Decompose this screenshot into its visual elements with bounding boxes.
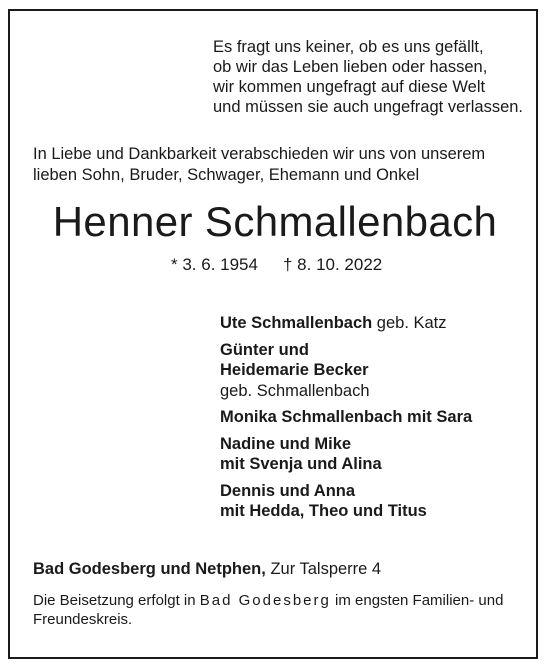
family-name-suffix: geb. Katz	[372, 314, 447, 332]
family-name: mit Hedda, Theo und Titus	[220, 502, 427, 520]
burial-note-text: im engsten Familien- und	[330, 592, 504, 609]
poem-line: und müssen sie auch ungefragt verlassen.	[213, 98, 524, 116]
death-date: † 8. 10. 2022	[283, 255, 383, 274]
burial-note-text: Freundeskreis.	[33, 611, 133, 628]
family-entry	[220, 313, 472, 334]
family-name: mit Svenja und Alina	[220, 455, 382, 473]
address-line	[33, 559, 381, 579]
family-name: Dennis und Anna	[220, 481, 356, 500]
family-name: Heidemarie Becker	[220, 361, 369, 379]
family-name-suffix: geb. Schmallenbach	[220, 381, 370, 400]
family-name: Nadine und Mike	[220, 434, 352, 453]
poem	[213, 37, 523, 117]
family-entry	[220, 407, 472, 428]
family-entry	[220, 481, 472, 522]
poem-line: Es fragt uns keiner, ob es uns gefällt,	[213, 38, 484, 56]
family-entry	[220, 434, 472, 475]
poem-line: wir kommen ungefragt auf diese Welt	[213, 78, 486, 96]
intro-text	[33, 144, 485, 186]
burial-place: Bad Godesberg	[199, 592, 331, 609]
street-address: Zur Talsperre 4	[265, 560, 382, 578]
birth-date: * 3. 6. 1954	[171, 255, 258, 274]
intro-line: lieben Sohn, Bruder, Schwager, Ehemann und Onkel	[33, 166, 420, 184]
deceased-name: Henner Schmallenbach	[52, 198, 498, 245]
family-entry	[220, 340, 472, 402]
poem-line: ob wir das Leben lieben oder hassen,	[213, 58, 488, 76]
family-name: Monika Schmallenbach mit Sara	[220, 408, 473, 426]
burial-note	[33, 591, 503, 629]
place-towns: Bad Godesberg und Netphen,	[33, 560, 266, 578]
family-name: Günter und	[220, 340, 309, 359]
family-name: Ute Schmallenbach	[220, 314, 373, 332]
burial-note-text: Die Beisetzung erfolgt in	[33, 592, 200, 609]
family-list	[220, 313, 472, 528]
intro-line: In Liebe und Dankbarkeit verabschieden wir uns von unserem	[33, 145, 486, 163]
